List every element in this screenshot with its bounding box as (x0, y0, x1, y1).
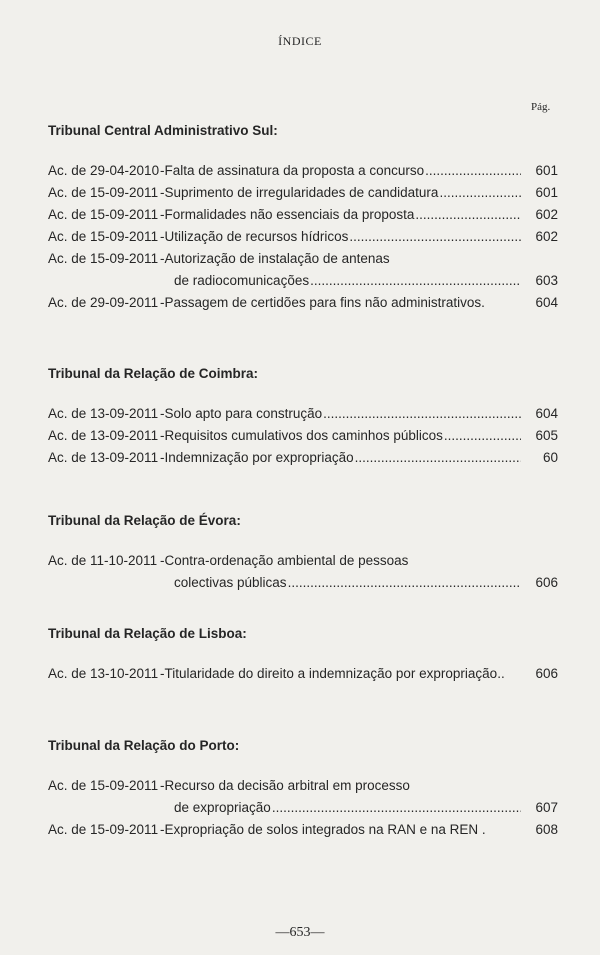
entry-page: 604 (535, 406, 558, 421)
page-number: —653— (275, 925, 325, 940)
entry-description: Recurso da decisão arbitral em processo (164, 778, 410, 793)
entry-description: Indemnização por expropriação (164, 450, 354, 465)
entry-date: Ac. de 15-09-2011 (48, 207, 159, 222)
entry-date: Ac. de 29-09-2011 (48, 295, 159, 310)
entry-date: Ac. de 13-10-2011 (48, 666, 159, 681)
entry-date: Ac. de 13-09-2011 (48, 406, 159, 421)
entry-date: Ac. de 15-09-2011 (48, 778, 159, 793)
entry-date: Ac. de 13-09-2011 (48, 450, 159, 465)
dot-leader (272, 797, 521, 819)
index-entry (48, 775, 558, 819)
entry-description-continued: de expropriação (174, 800, 271, 815)
index-entry (48, 425, 558, 447)
entry-date: Ac. de 15-09-2011 (48, 229, 159, 244)
entry-separator: - (160, 163, 165, 178)
section-title: Tribunal da Relação de Lisboa: (48, 626, 247, 641)
entry-date: Ac. de 11-10-2011 (48, 553, 158, 568)
entry-page: 60 (542, 450, 558, 465)
dot-leader (444, 425, 521, 447)
entry-description: Falta de assinatura da proposta a concurso (164, 163, 425, 178)
dot-leader (415, 204, 521, 226)
dot-leader (355, 447, 521, 469)
section-tribunal-relacao-porto (48, 735, 558, 841)
entry-description: Utilização de recursos hídricos (164, 229, 349, 244)
section-title: Tribunal da Relação de Coimbra: (48, 366, 259, 381)
entry-description: Titularidade do direito a indemnização por expropriação.. (164, 666, 505, 681)
entry-page: 603 (535, 273, 558, 288)
entry-separator: - (160, 251, 165, 266)
entry-separator: - (160, 185, 165, 200)
entry-separator: - (160, 450, 165, 465)
entry-description: Expropriação de solos integrados na RAN e na REN . (164, 822, 486, 837)
entry-separator: - (160, 822, 165, 837)
entry-separator: - (160, 778, 165, 793)
section-title: Tribunal Central Administrativo Sul: (48, 123, 278, 138)
entry-separator: - (160, 207, 165, 222)
entry-separator: - (160, 553, 165, 568)
dot-leader (425, 160, 521, 182)
entry-description: Solo apto para construção (164, 406, 323, 421)
entry-separator: - (160, 229, 165, 244)
entry-date: Ac. de 15-09-2011 (48, 185, 159, 200)
dot-leader (323, 403, 521, 425)
entry-page: 601 (535, 163, 558, 178)
entry-page: 601 (535, 185, 558, 200)
index-entry (48, 403, 558, 425)
index-entry (48, 182, 558, 204)
index-entry (48, 819, 558, 841)
index-entry (48, 248, 558, 292)
entry-page: 606 (535, 575, 558, 590)
entry-page: 607 (535, 800, 558, 815)
section-tribunal-central-administrativo-sul (48, 120, 558, 314)
entry-description: Autorização de instalação de antenas (164, 251, 390, 266)
section-tribunal-relacao-evora (48, 510, 558, 594)
section-tribunal-relacao-lisboa (48, 623, 558, 685)
section-title: Tribunal da Relação do Porto: (48, 738, 240, 753)
entry-separator: - (160, 406, 165, 421)
entry-separator: - (160, 295, 165, 310)
index-entry (48, 292, 558, 314)
entry-page: 604 (535, 295, 558, 310)
entry-description-continued: de radiocomunicações (174, 273, 310, 288)
index-entry (48, 160, 558, 182)
index-entry (48, 447, 558, 469)
entry-separator: - (160, 428, 165, 443)
entry-page: 605 (535, 428, 558, 443)
entry-page: 606 (535, 666, 558, 681)
index-entry (48, 226, 558, 248)
entry-description-continued: colectivas públicas (174, 575, 287, 590)
entry-page: 602 (535, 207, 558, 222)
section-title: Tribunal da Relação de Évora: (48, 513, 241, 528)
entry-page: 608 (535, 822, 558, 837)
entry-page: 602 (535, 229, 558, 244)
entry-description: Passagem de certidões para fins não administrativos. (164, 295, 485, 310)
dot-leader (349, 226, 521, 248)
section-tribunal-relacao-coimbra (48, 363, 558, 469)
dot-leader (310, 270, 521, 292)
entry-separator: - (160, 666, 165, 681)
entry-description: Formalidades não essenciais da proposta (164, 207, 415, 222)
entry-description: Suprimento de irregularidades de candidatura (164, 185, 439, 200)
page-header-title: ÍNDICE (278, 34, 322, 48)
dot-leader (288, 572, 521, 594)
entry-date: Ac. de 29-04-2010 (48, 163, 160, 178)
entry-description: Contra-ordenação ambiental de pessoas (164, 553, 409, 568)
index-entry (48, 204, 558, 226)
entry-date: Ac. de 15-09-2011 (48, 822, 159, 837)
index-entry (48, 663, 558, 685)
page-column-label: Pág. (531, 101, 551, 113)
index-entry (48, 550, 558, 594)
dot-leader (439, 182, 521, 204)
entry-description: Requisitos cumulativos dos caminhos públicos (164, 428, 443, 443)
entry-date: Ac. de 15-09-2011 (48, 251, 159, 266)
entry-date: Ac. de 13-09-2011 (48, 428, 159, 443)
